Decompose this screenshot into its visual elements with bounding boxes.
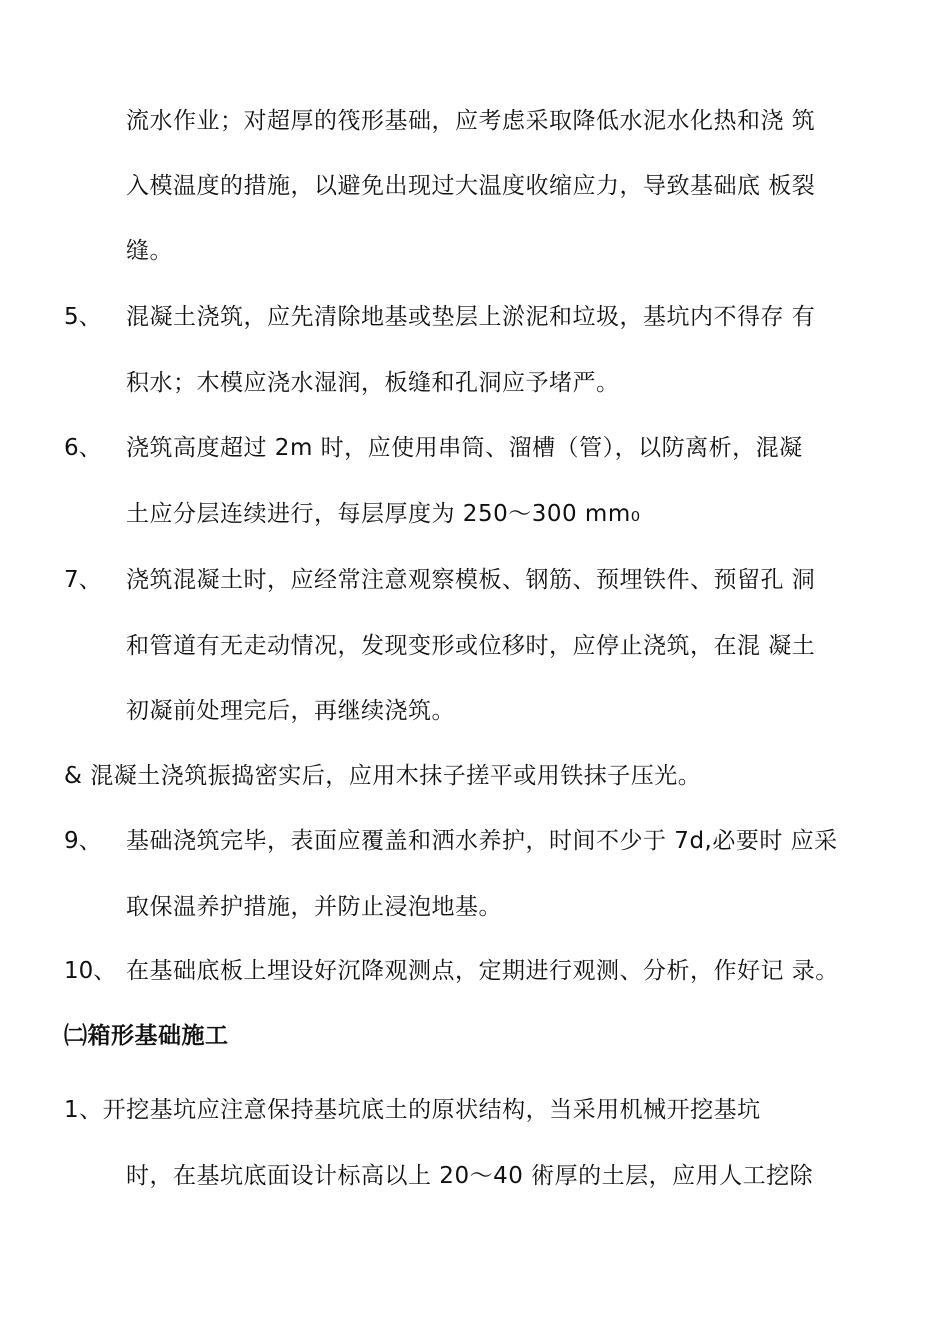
intro-line-3: 缝。 <box>126 238 173 264</box>
box-item-1-line-2: 时，在基坑底面设计标高以上 20〜40 術厚的土层，应用人工挖除 <box>126 1163 814 1189</box>
item-7-line-1: 浇筑混凝土时，应经常注意观察模板、钢筋、预埋铁件、预留孔 洞 <box>126 567 816 593</box>
item-6-line-2: 土应分层连续进行，每层厚度为 250〜300 mm₀ <box>126 501 641 527</box>
item-6-number: 6、 <box>64 435 102 461</box>
box-item-1-line-1: 1、开挖基坑应注意保持基坑底土的原状结构，当采用机械开挖基坑 <box>64 1097 761 1123</box>
intro-line-2: 入模温度的措施，以避免出现过大温度收缩应力，导致基础底 板裂 <box>126 173 816 199</box>
item-9-line-2: 取保温养护措施，并防止浸泡地基。 <box>126 894 502 920</box>
item-8-line-1: & 混凝土浇筑振捣密实后，应用木抹子搓平或用铁抹子压光。 <box>64 763 702 789</box>
item-7-line-2: 和管道有无走动情况，发现变形或位移时，应停止浇筑，在混 凝土 <box>126 633 816 659</box>
item-10-line-1: 在基础底板上埋设好沉降观测点，定期进行观测、分析，作好记 录。 <box>126 958 839 984</box>
intro-line-1: 流水作业；对超厚的筏形基础，应考虑采取降低水泥水化热和浇 筑 <box>126 108 816 134</box>
item-9-line-1: 基础浇筑完毕，表面应覆盖和洒水养护，时间不少于 7d,必要时 应采 <box>126 828 838 854</box>
item-7-line-3: 初凝前处理完后，再继续浇筑。 <box>126 698 455 724</box>
item-9-number: 9、 <box>64 828 102 854</box>
item-7-number: 7、 <box>64 567 102 593</box>
item-5-line-1: 混凝土浇筑，应先清除地基或垫层上淤泥和垃圾，基坑内不得存 有 <box>126 304 816 330</box>
item-5-line-2: 积水；木模应浇水湿润，板缝和孔洞应予堵严。 <box>126 370 620 396</box>
item-10-number: 10、 <box>64 958 117 984</box>
item-6-line-1: 浇筑高度超过 2m 时，应使用串筒、溜槽（管），以防离析，混凝 <box>126 435 803 461</box>
section-heading: ㈡箱形基础施工 <box>64 1023 229 1049</box>
item-5-number: 5、 <box>64 304 102 330</box>
